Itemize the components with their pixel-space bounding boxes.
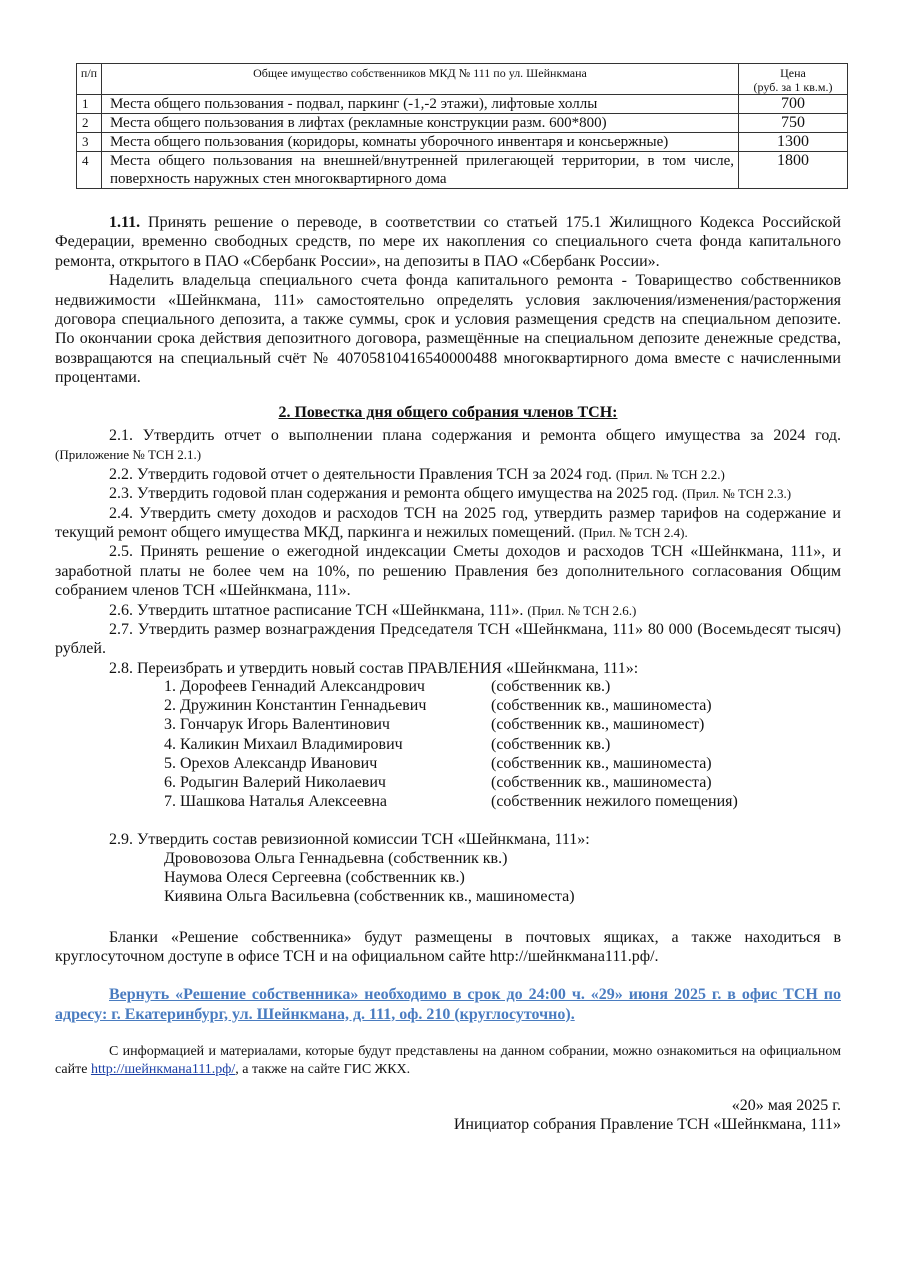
agenda-item-2-2-text: 2.2. Утвердить годовой отчет о деятельности Правления ТСН за 2024 год.	[109, 465, 612, 483]
board-member-name: 2. Дружинин Константин Геннадьевич	[164, 697, 427, 715]
board-member-role: (собственник нежилого помещения)	[491, 793, 738, 811]
list-item	[164, 677, 738, 696]
agenda-item-2-8: 2.8. Переизбрать и утвердить новый состав ПРАВЛЕНИЯ «Шейнкмана, 111»:	[109, 659, 639, 677]
agenda-item-2-3	[55, 484, 841, 503]
header-property: Общее имущество собственников МКД № 111 по ул. Шейнкмана	[102, 64, 739, 95]
agenda-item-2-3-text: 2.3. Утвердить годовой план содержания и ремонта общего имущества на 2025 год.	[109, 485, 679, 503]
meeting-initiator: Инициатор собрания Правление ТСН «Шейнкмана, 111»	[453, 1116, 841, 1133]
audit-commission-list	[164, 849, 575, 907]
list-item	[164, 754, 738, 773]
agenda-item-2-4	[55, 504, 841, 543]
list-item: Дрововозова Ольга Геннадьевна (собственник кв.)	[164, 850, 508, 867]
agenda-item-2-6-text: 2.6. Утвердить штатное расписание ТСН «Шейнкмана, 111».	[109, 601, 524, 619]
row-description: Места общего пользования на внешней/внутренней прилегающей территории, в том числе, поверхность наружных стен многоквартирного дома	[102, 152, 739, 189]
section-1-11-paragraph	[55, 213, 841, 271]
agenda-item-2-5: 2.5. Принять решение о ежегодной индексации Сметы доходов и расходов ТСН «Шейнкмана, 111», и заработной платы не более чем на 10%, по решению Правления без дополнительного согласования Общим собранием членов ТСН «Шейнкмана, 111».	[55, 543, 841, 600]
deadline-text: Вернуть «Решение собственника» необходимо в срок до 24:00 ч. «29» июня 2025 г. в офис ТСН по адресу: г. Екатеринбург, ул. Шейнкмана, д. 111, оф. 210 (круглосуточно).	[55, 986, 841, 1023]
list-item: Киявина Ольга Васильевна (собственник кв., машиноместа)	[164, 888, 575, 906]
header-price	[739, 64, 848, 95]
agenda-heading: 2. Повестка дня общего собрания членов ТСН:	[278, 404, 618, 421]
agenda-item-2-1-note: (Приложение № ТСН 2.1.)	[55, 447, 202, 463]
board-members-list	[164, 677, 738, 811]
agenda-item-2-9-block	[55, 830, 841, 849]
section-1-11-number: 1.11.	[109, 214, 141, 231]
materials-info-text-end: , а также на сайте ГИС ЖКХ.	[235, 1062, 411, 1077]
header-number: п/п	[77, 64, 102, 95]
agenda-item-2-3-note: (Прил. № ТСН 2.3.)	[682, 486, 792, 502]
board-member-role: (собственник кв.)	[491, 678, 611, 695]
row-number: 1	[77, 95, 102, 114]
agenda-item-2-7: 2.7. Утвердить размер вознаграждения Председателя ТСН «Шейнкмана, 111» 80 000 (Восемьдесят тысяч) рублей.	[55, 621, 841, 658]
board-member-role: (собственник кв., машиноместа)	[491, 774, 712, 792]
agenda-item-2-9: 2.9. Утвердить состав ревизионной комиссии ТСН «Шейнкмана, 111»:	[109, 831, 590, 848]
forms-notice	[55, 928, 841, 967]
row-description: Места общего пользования - подвал, паркинг (-1,-2 этажи), лифтовые холлы	[102, 95, 739, 114]
table-row	[77, 133, 848, 152]
official-site-link[interactable]: http://шейнкмана111.рф/	[90, 1062, 236, 1077]
agenda-item-2-4-text: 2.4. Утвердить смету доходов и расходов ТСН на 2025 год, утвердить размер тарифов на содержание и текущий ремонт общего имущества МКД, паркинга и нежилых помещений.	[55, 504, 841, 542]
board-member-role: (собственник кв.)	[491, 735, 611, 753]
board-member-name: 4. Каликин Михаил Владимирович	[164, 735, 403, 753]
row-price: 1300	[739, 133, 848, 152]
row-description: Места общего пользования в лифтах (рекламные конструкции разм. 600*800)	[102, 114, 739, 133]
agenda-item-2-1	[55, 426, 841, 465]
board-member-name: 6. Родыгин Валерий Николаевич	[164, 774, 386, 792]
list-item	[164, 696, 738, 715]
board-member-name: 1. Дорофеев Геннадий Александрович	[164, 678, 425, 695]
table-header-row	[77, 64, 848, 95]
deadline-notice	[55, 985, 841, 1024]
agenda-item-2-4-note: (Прил. № ТСН 2.4).	[578, 525, 688, 541]
row-description: Места общего пользования (коридоры, комнаты уборочного инвентаря и консьержные)	[102, 133, 739, 152]
board-member-name: 5. Орехов Александр Иванович	[164, 754, 378, 772]
agenda-item-2-6	[55, 601, 841, 620]
agenda-item-2-2-note: (Прил. № ТСН 2.2.)	[615, 466, 725, 482]
board-member-role: (собственник кв., машиномест)	[491, 716, 705, 734]
row-number: 2	[77, 114, 102, 133]
row-price: 700	[739, 95, 848, 114]
header-price-label: Цена	[780, 66, 806, 80]
board-member-role: (собственник кв., машиноместа)	[491, 754, 712, 772]
property-price-table	[76, 63, 848, 189]
row-price: 1800	[739, 152, 848, 189]
materials-info	[55, 1043, 841, 1079]
table-row	[77, 95, 848, 114]
list-item	[164, 715, 738, 734]
list-item	[164, 735, 738, 754]
agenda-item-2-2	[55, 465, 841, 484]
section-1-11-text: Принять решение о переводе, в соответствии со статьей 175.1 Жилищного Кодекса Российской Федерации, временно свободных средств, по мере их накопления со специального счета фонда капитального ремонта, открытого в ПАО «Сбербанк России», на депозиты в ПАО «Сбербанк России».	[55, 214, 841, 270]
agenda-items	[55, 426, 841, 678]
agenda-item-2-1-text: 2.1. Утвердить отчет о выполнении плана содержания и ремонта общего имущества за 2024 год.	[109, 427, 841, 444]
document-date: «20» мая 2025 г.	[731, 1097, 841, 1114]
list-item: Наумова Олеся Сергеевна (собственник кв.)	[164, 869, 465, 887]
materials-info-text: С информацией и материалами, которые будут представлены на данном собрании, можно ознакомиться на официальном сайте	[55, 1044, 841, 1077]
table-row	[77, 114, 848, 133]
row-number: 4	[77, 152, 102, 189]
list-item	[164, 773, 738, 792]
section-1-11	[55, 213, 841, 388]
list-item	[164, 792, 738, 811]
forms-notice-text: Бланки «Решение собственника» будут размещены в почтовых ящиках, а также находиться в круглосуточном доступе в офисе ТСН и на официальном сайте http://шейнкмана111.рф/.	[55, 929, 841, 966]
section-1-11-paragraph-2: Наделить владельца специального счета фонда капитального ремонта - Товарищество собственников недвижимости «Шейнкмана, 111» самостоятельно определять условия заключения/изменения/расторжения договора специального депозита, а также суммы, срок и условия размещения средств на специальном депозите. По окончании срока действия депозитного договора, размещённые на специальном депозите денежные средства, возвращаются на специальный счёт № 40705810416540000488 многоквартирного дома вместе с начисленными процентами.	[55, 272, 841, 387]
materials-info-paragraph	[55, 1043, 841, 1079]
board-member-role: (собственник кв., машиноместа)	[491, 697, 712, 715]
row-number: 3	[77, 133, 102, 152]
board-member-name: 3. Гончарук Игорь Валентинович	[164, 716, 390, 734]
agenda-item-2-6-note: (Прил. № ТСН 2.6.)	[527, 602, 637, 618]
board-member-name: 7. Шашкова Наталья Алексеевна	[164, 793, 388, 811]
row-price: 750	[739, 114, 848, 133]
table-row	[77, 152, 848, 189]
header-price-unit: (руб. за 1 кв.м.)	[753, 80, 833, 94]
